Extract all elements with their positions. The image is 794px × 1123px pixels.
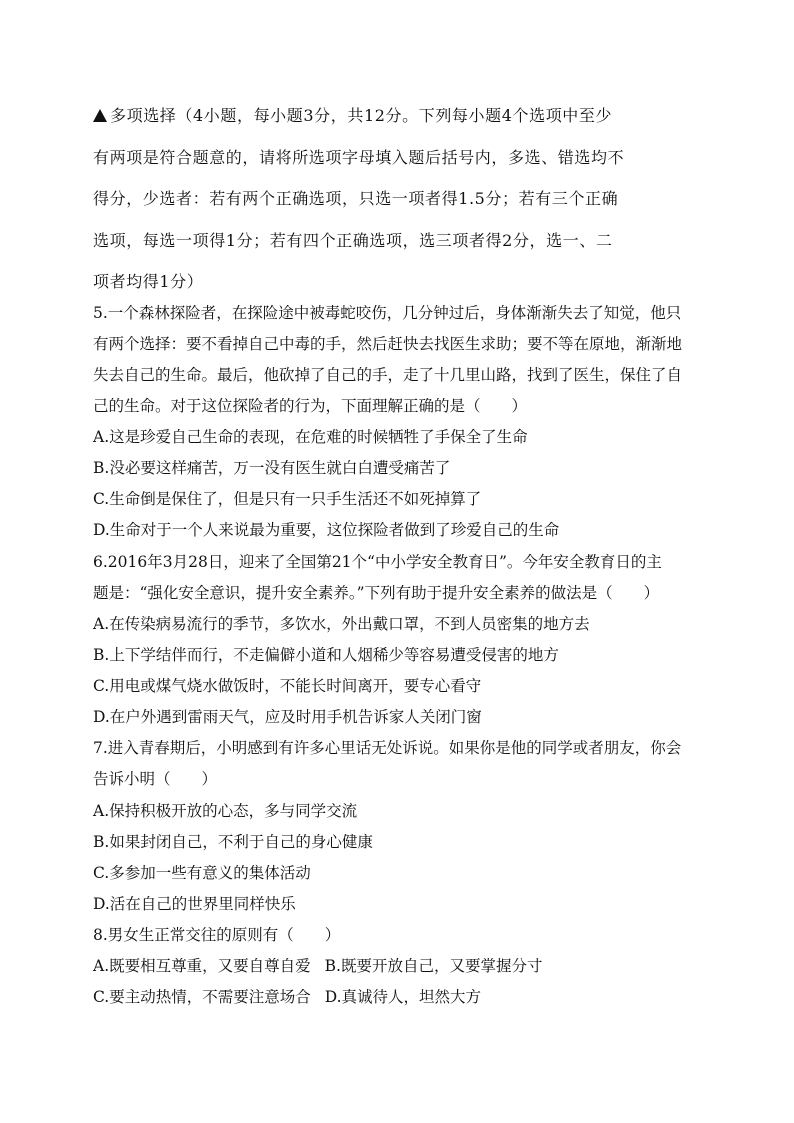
instruction-line-2: 有两项是符合题意的，请将所选项字母填入题后括号内，多选、错选均不 <box>93 148 625 167</box>
instruction-line-4: 选项，每选一项得1分；若有四个正确选项，选三项者得2分，选一、二 <box>93 231 613 250</box>
q5-stem-line-1: 5.一个森林探险者，在探险途中被毒蛇咬伤，几分钟过后，身体渐渐失去了知觉，他只 <box>93 304 682 322</box>
q5-stem-line-2: 有两个选择：要不看掉自己中毒的手，然后赶快去找医生求助；要不等在原地，渐渐地 <box>93 335 683 353</box>
q6-option-c: C.用电或煤气烧水做饭时，不能长时间离开，要专心看守 <box>93 677 482 695</box>
triangle-icon <box>93 109 107 122</box>
q8-option-a: A.既要相互尊重，又要自尊自爱 <box>93 957 311 975</box>
q7-option-d: D.活在自己的世界里同样快乐 <box>93 895 296 913</box>
q8-stem: 8.男女生正常交往的原则有（ ） <box>93 926 341 944</box>
q7-option-c: C.多参加一些有意义的集体活动 <box>93 864 311 882</box>
q8-option-d: D.真诚待人，坦然大方 <box>324 988 482 1006</box>
q8-option-c: C.要主动热情，不需要注意场合 <box>93 988 311 1006</box>
q5-stem-line-4: 己的生命。对于这位探险者的行为，下面理解正确的是（ ） <box>93 397 528 415</box>
q8-options-row-1 <box>93 956 713 976</box>
q5-stem-line-3: 失去自己的生命。最后，他砍掉了自己的手，走了十几里山路，找到了医生，保住了自 <box>93 366 683 384</box>
q7-option-b: B.如果封闭自己，不利于自己的身心健康 <box>93 833 373 851</box>
q7-option-a: A.保持积极开放的心态，多与同学交流 <box>93 802 358 820</box>
q5-option-d: D.生命对于一个人来说最为重要，这位探险者做到了珍爱自己的生命 <box>93 521 560 539</box>
q5-option-b: B.没必要这样痛苦，万一没有医生就白白遭受痛苦了 <box>93 459 451 477</box>
instruction-line-1 <box>93 106 713 126</box>
q5-option-a: A.这是珍爱自己生命的表现，在危难的时候牺牲了手保全了生命 <box>93 428 528 446</box>
q8-options-row-2 <box>93 987 713 1007</box>
q8-option-b: B.既要开放自己，又要掌握分寸 <box>324 957 543 975</box>
q6-option-d: D.在户外遇到雷雨天气，应及时用手机告诉家人关闭门窗 <box>93 708 482 726</box>
instruction-line-3: 得分，少选者：若有两个正确选项，只选一项者得1.5分；若有三个正确 <box>93 189 619 208</box>
q6-stem-line-1: 6.2016年3月28日，迎来了全国第21个“中小学安全教育日”。今年安全教育日的主 <box>93 553 662 571</box>
instruction-text: 多项选择（4小题，每小题3分，共12分。下列每小题4个选项中至少 <box>110 106 613 125</box>
q7-stem-line-1: 7.进入青春期后，小明感到有许多心里话无处诉说。如果你是他的同学或者朋友，你会 <box>93 739 682 757</box>
q7-stem-line-2: 告诉小明（ ） <box>93 770 218 788</box>
instruction-line-5: 项者均得1分） <box>93 272 204 291</box>
q5-option-c: C.生命倒是保住了，但是只有一只手生活还不如死掉算了 <box>93 490 482 508</box>
q6-option-a: A.在传染病易流行的季节，多饮水，外出戴口罩，不到人员密集的地方去 <box>93 615 590 633</box>
q6-stem-line-2: 题是：“强化安全意识，提升安全素养。”下列有助于提升安全素养的做法是（ ） <box>93 584 660 602</box>
q6-option-b: B.上下学结伴而行，不走偏僻小道和人烟稀少等容易遭受侵害的地方 <box>93 646 559 664</box>
